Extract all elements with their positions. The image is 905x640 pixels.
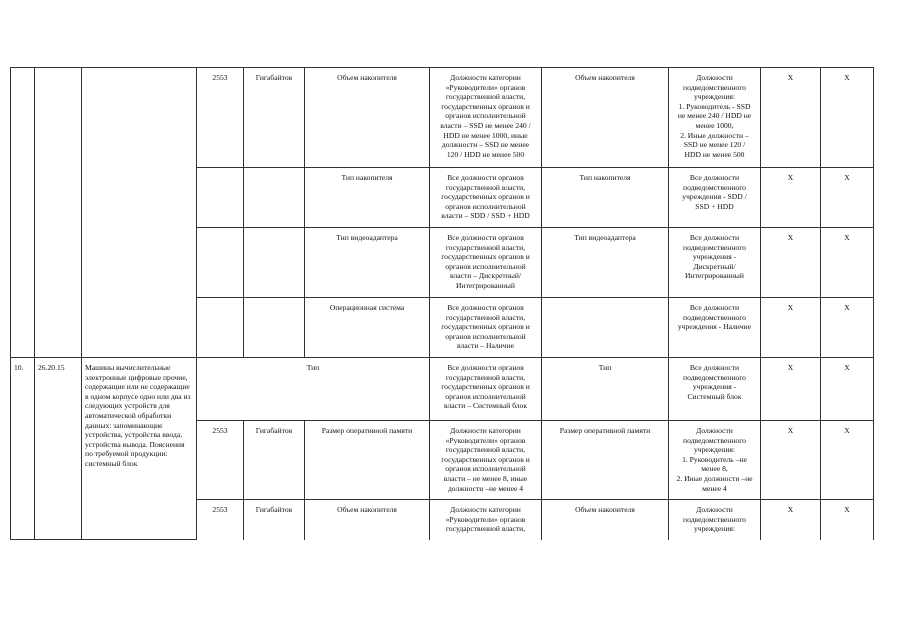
cell-value-2: Должности подведомственного учреждения: 1. Руководитель - SSD не менее 240 / HDD не менее 1000, 2. Иные должности – SSD не менее 120 / HDD не менее 500 bbox=[669, 68, 761, 168]
item-number: 10. bbox=[11, 358, 35, 540]
cell-x-1: X bbox=[761, 228, 821, 298]
cell-x-2: X bbox=[821, 168, 874, 228]
cell-value-2: Все должности подведомственного учреждения - Системный блок bbox=[669, 358, 761, 421]
table-row bbox=[11, 68, 874, 168]
cell-code bbox=[197, 168, 244, 228]
cell-characteristic: Тип bbox=[197, 358, 430, 421]
cell-value: Должности категории «Руководители» органов государственной власти, bbox=[430, 500, 542, 540]
cell-x-1: X bbox=[761, 168, 821, 228]
cell-value: Все должности органов государственной власти, государственных органов и органов исполнительной власти – Наличие bbox=[430, 298, 542, 358]
item-description: Машины вычислительные электронные цифровые прочие, содержащие или не содержащие в одном корпусе одно или два из следующих устройств для автоматической обработки данных: запоминающие устройства, устройства ввода, устройства вывода. Пояснения по требуемой продукции: системный блок bbox=[82, 358, 197, 540]
cell-code bbox=[197, 228, 244, 298]
requirements-table bbox=[10, 67, 874, 540]
cell-characteristic: Тип видеоадаптера bbox=[305, 228, 430, 298]
cell-value-2: Все должности подведомственного учреждения - SDD / SSD + HDD bbox=[669, 168, 761, 228]
cell-value-2: Все должности подведомственного учреждения - Дискретный/ Интегрированный bbox=[669, 228, 761, 298]
cell-value-2: Все должности подведомственного учреждения - Наличие bbox=[669, 298, 761, 358]
cell-x-2: X bbox=[821, 421, 874, 500]
cell-unit: Гигабайтов bbox=[244, 421, 305, 500]
cell-x-1: X bbox=[761, 421, 821, 500]
cell-characteristic: Размер оперативной памяти bbox=[305, 421, 430, 500]
cell-value-2: Должности подведомственного учреждения: 1. Руководитель –не менее 8, 2. Иные должности –не менее 4 bbox=[669, 421, 761, 500]
cell-unit bbox=[244, 168, 305, 228]
cell-value-2: Должности подведомственного учреждения: bbox=[669, 500, 761, 540]
cell-characteristic-2: Объем накопителя bbox=[542, 500, 669, 540]
cell-description-empty bbox=[82, 68, 197, 358]
cell-x-2: X bbox=[821, 228, 874, 298]
item-okpd-code: 26.20.15 bbox=[35, 358, 82, 540]
cell-characteristic: Объем накопителя bbox=[305, 500, 430, 540]
cell-characteristic-2: Размер оперативной памяти bbox=[542, 421, 669, 500]
cell-code: 2553 bbox=[197, 421, 244, 500]
cell-characteristic-2: Объем накопителя bbox=[542, 68, 669, 168]
cell-value: Должности категории «Руководители» органов государственной власти, государственных органов и органов исполнительной власти – SSD не менее 240 / HDD не менее 1000, иные должности – SSD не менее 120 / HDD не менее 500 bbox=[430, 68, 542, 168]
cell-code bbox=[197, 298, 244, 358]
cell-value: Должности категории «Руководители» органов государственной власти, государственных органов и органов исполнительной власти – не менее 8, иные должности –не менее 4 bbox=[430, 421, 542, 500]
cell-x-2: X bbox=[821, 68, 874, 168]
cell-value: Все должности органов государственной власти, государственных органов и органов исполнительной власти – Дискретный/ Интегрированный bbox=[430, 228, 542, 298]
cell-num-empty bbox=[11, 68, 35, 358]
cell-characteristic: Операционная система bbox=[305, 298, 430, 358]
cell-okpd-empty bbox=[35, 68, 82, 358]
cell-characteristic: Тип накопителя bbox=[305, 168, 430, 228]
cell-unit bbox=[244, 298, 305, 358]
cell-x-2: X bbox=[821, 298, 874, 358]
cell-x-2: X bbox=[821, 358, 874, 421]
cell-characteristic-2: Тип bbox=[542, 358, 669, 421]
cell-code: 2553 bbox=[197, 500, 244, 540]
cell-characteristic-2 bbox=[542, 298, 669, 358]
cell-unit: Гигабайтов bbox=[244, 500, 305, 540]
cell-value: Все должности органов государственной власти, государственных органов и органов исполнительной власти – SDD / SSD + HDD bbox=[430, 168, 542, 228]
cell-x-1: X bbox=[761, 68, 821, 168]
cell-x-1: X bbox=[761, 500, 821, 540]
cell-x-2: X bbox=[821, 500, 874, 540]
cell-characteristic-2: Тип накопителя bbox=[542, 168, 669, 228]
cell-code: 2553 bbox=[197, 68, 244, 168]
table-row bbox=[11, 358, 874, 421]
cell-x-1: X bbox=[761, 358, 821, 421]
cell-unit bbox=[244, 228, 305, 298]
cell-value: Все должности органов государственной власти, государственных органов и органов исполнительной власти – Системный блок bbox=[430, 358, 542, 421]
cell-characteristic: Объем накопителя bbox=[305, 68, 430, 168]
cell-characteristic-2: Тип видеоадаптера bbox=[542, 228, 669, 298]
cell-x-1: X bbox=[761, 298, 821, 358]
cell-unit: Гигабайтов bbox=[244, 68, 305, 168]
